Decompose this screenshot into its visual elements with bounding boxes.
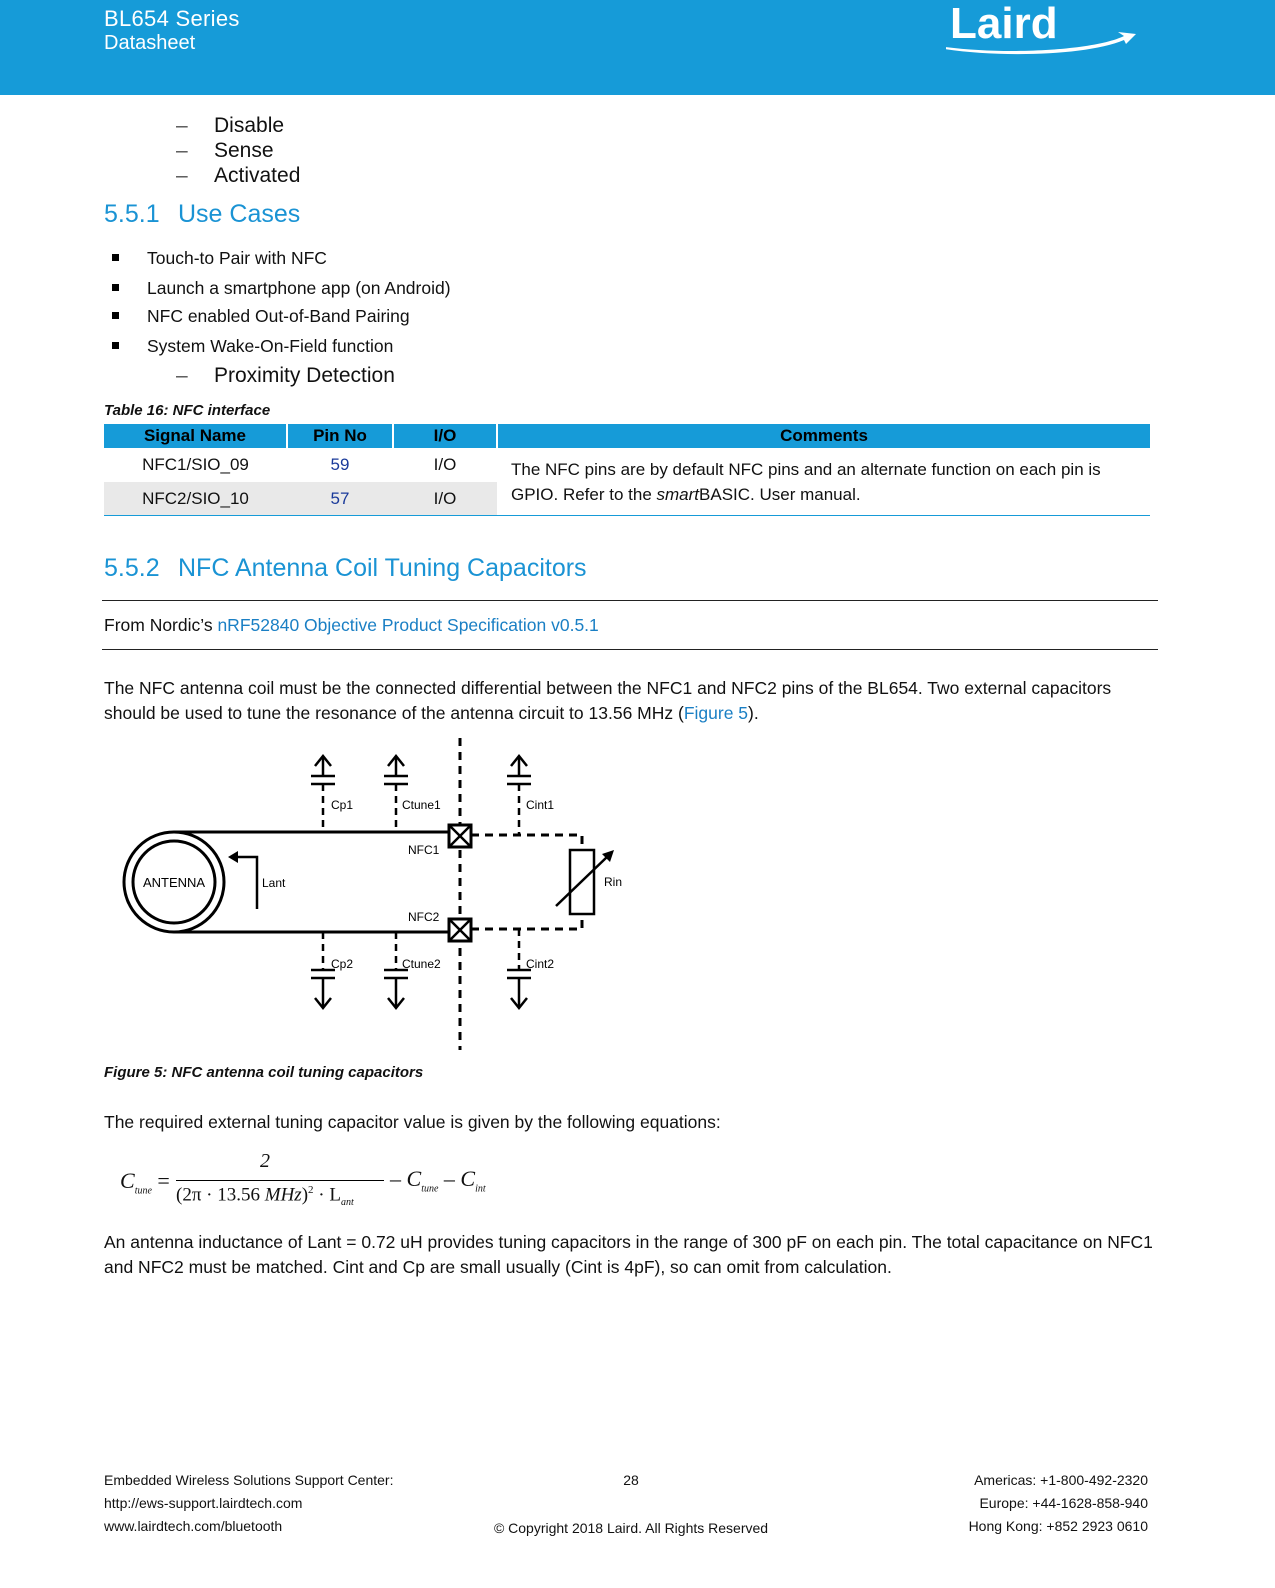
ctune2-label: Ctune2 (402, 957, 441, 971)
tuning-paragraph: The NFC antenna coil must be the connected differential between the NFC1 and NFC2 pins of the BL654. Two external capacitors should be used to tune the resonance of the antenna circuit to 13.56 MHz (Figure 5). (104, 678, 1112, 723)
state-item: – Activated (176, 164, 301, 187)
footer-support-url[interactable]: http://ews-support.lairdtech.com (104, 1495, 303, 1511)
equation-intro: The required external tuning capacitor value is given by the following equations: (104, 1112, 721, 1132)
footer-copyright: © Copyright 2018 Laird. All Rights Reserved (493, 1520, 769, 1536)
cell-pin: 59 (330, 454, 350, 474)
table-row (104, 448, 1150, 482)
footer-hongkong: Hong Kong: +852 2923 0610 (968, 1518, 1148, 1534)
figure-link[interactable]: Figure 5 (683, 703, 749, 723)
bullet-item: System Wake-On-Field function (112, 336, 393, 357)
section-heading-tuning: 5.5.2 NFC Antenna Coil Tuning Capacitors (104, 554, 587, 582)
table-header-row (104, 424, 1150, 448)
footer-site-url[interactable]: www.lairdtech.com/bluetooth (104, 1518, 283, 1534)
col-header-signal: Signal Name (104, 424, 287, 448)
ctune1-capacitor (384, 756, 408, 832)
nfc1-label: NFC1 (408, 843, 440, 857)
bullet-item: Touch-to Pair with NFC (112, 248, 327, 269)
footer-europe: Europe: +44-1628-858-940 (979, 1495, 1148, 1511)
cp2-label: Cp2 (331, 957, 354, 971)
source-line: From Nordic’s nRF52840 Objective Product Specification v0.5.1 (104, 615, 599, 635)
cp1-capacitor (311, 756, 335, 832)
col-header-io: I/O (393, 424, 497, 448)
nfc-interface-table (104, 424, 1150, 516)
header-series: BL654 Series (104, 6, 240, 31)
cell-signal: NFC2/SIO_10 (104, 482, 287, 516)
cell-io: I/O (433, 454, 457, 474)
sub-item: – Proximity Detection (176, 364, 395, 387)
bullet-item: NFC enabled Out-of-Band Pairing (112, 306, 410, 327)
logo-text: Laird (950, 0, 1058, 48)
footer-support-center: Embedded Wireless Solutions Support Center: (104, 1472, 394, 1488)
col-header-comments: Comments (497, 424, 1150, 448)
state-item: – Disable (176, 114, 285, 137)
cint2-label: Cint2 (526, 957, 555, 971)
state-item: – Sense (176, 139, 274, 162)
antenna-label: ANTENNA (142, 875, 206, 890)
bullet-item: Launch a smartphone app (on Android) (112, 278, 451, 299)
spec-link[interactable]: nRF52840 Objective Product Specification v0.5.1 (217, 615, 599, 635)
nfc2-label: NFC2 (408, 910, 440, 924)
cell-io: I/O (393, 482, 497, 516)
cell-pin: 57 (287, 482, 393, 516)
table-caption: Table 16: NFC interface (104, 402, 271, 419)
lant-label: Lant (262, 876, 286, 890)
laird-logo (946, 0, 1136, 60)
inductance-paragraph: An antenna inductance of Lant = 0.72 uH provides tuning capacitors in the range of 300 pF on each pin. The total capacitance on NFC1 and NFC2 must be matched. Cint and Cp are small usually (Cint is 4pF), so can omit from calculation. (104, 1232, 1153, 1277)
divider (102, 649, 1158, 650)
divider (102, 600, 1158, 601)
figure-caption: Figure 5: NFC antenna coil tuning capacitors (104, 1064, 424, 1081)
cp1-label: Cp1 (331, 798, 354, 812)
cell-comments: The NFC pins are by default NFC pins and an alternate function on each pin is GPIO. Refer to the smartBASIC. User manual. (497, 448, 1150, 516)
header-doc-type: Datasheet (104, 32, 196, 54)
ctune1-label: Ctune1 (402, 798, 441, 812)
nfc-tuning-diagram (104, 734, 664, 1054)
cint1-label: Cint1 (526, 798, 555, 812)
footer-americas: Americas: +1-800-492-2320 (974, 1472, 1148, 1488)
footer-page-number: 28 (623, 1472, 639, 1488)
section-heading-use-cases: 5.5.1 Use Cases (104, 200, 301, 228)
cint1-capacitor (507, 756, 531, 835)
rin-label: Rin (604, 875, 623, 889)
col-header-pin: Pin No (287, 424, 393, 448)
cell-signal: NFC1/SIO_09 (142, 454, 249, 474)
